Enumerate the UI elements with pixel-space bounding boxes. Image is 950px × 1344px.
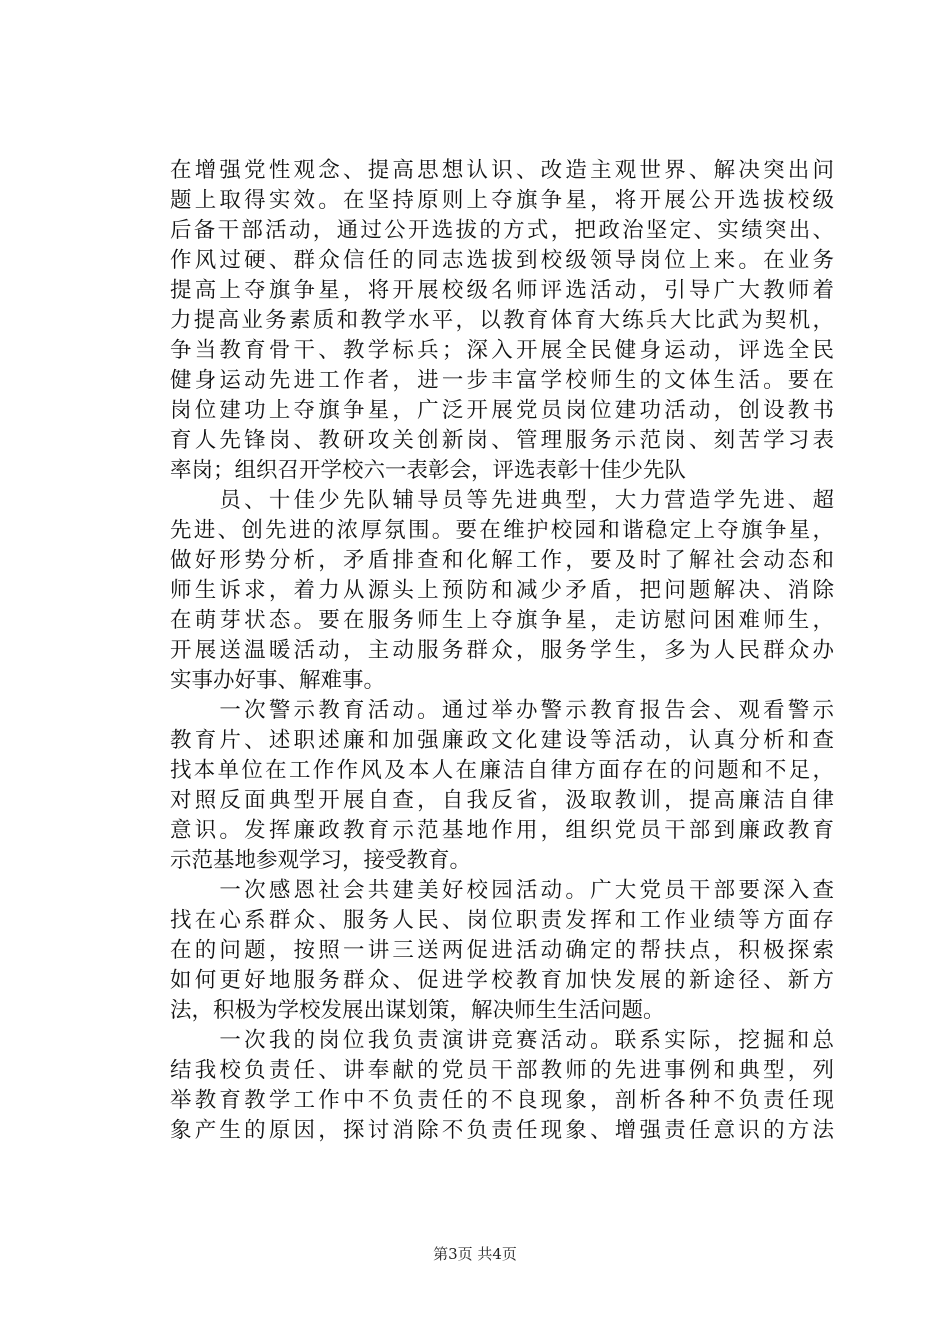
text-line: 在增强党性观念、提高思想认识、改造主观世界、解决突出问 bbox=[170, 158, 834, 183]
text-line: 如何更好地服务群众、促进学校教育加快发展的新途径、新方 bbox=[170, 968, 834, 993]
text-line: 找在心系群众、服务人民、岗位职责发挥和工作业绩等方面存 bbox=[170, 908, 834, 933]
text-line: 后备干部活动，通过公开选拔的方式，把政治坚定、实绩突出、 bbox=[170, 218, 834, 243]
text-line: 对照反面典型开展自查，自我反省，汲取教训，提高廉洁自律 bbox=[170, 788, 834, 813]
text-line: 力提高业务素质和教学水平，以教育体育大练兵大比武为契机， bbox=[170, 308, 834, 333]
text-line: 一次感恩社会共建美好校园活动。广大党员干部要深入查 bbox=[170, 878, 834, 903]
body-text bbox=[170, 156, 834, 1146]
page-number: 第3页 共4页 bbox=[433, 1245, 517, 1263]
text-line: 实事办好事、解难事。 bbox=[170, 668, 386, 693]
text-line: 率岗；组织召开学校六一表彰会，评选表彰十佳少先队 bbox=[170, 458, 687, 483]
text-line: 做好形势分析，矛盾排查和化解工作，要及时了解社会动态和 bbox=[170, 548, 834, 573]
text-line: 法，积极为学校发展出谋划策，解决师生生活问题。 bbox=[170, 998, 665, 1023]
text-line: 先进、创先进的浓厚氛围。要在维护校园和谐稳定上夺旗争星， bbox=[170, 518, 834, 543]
page-footer bbox=[0, 1244, 950, 1264]
text-line: 争当教育骨干、教学标兵；深入开展全民健身运动，评选全民 bbox=[170, 338, 834, 363]
text-line: 开展送温暖活动，主动服务群众，服务学生，多为人民群众办 bbox=[170, 638, 834, 663]
text-line: 结我校负责任、讲奉献的党员干部教师的先进事例和典型，列 bbox=[170, 1058, 834, 1083]
text-line: 象产生的原因，探讨消除不负责任现象、增强责任意识的方法 bbox=[170, 1118, 834, 1143]
text-line: 育人先锋岗、教研攻关创新岗、管理服务示范岗、刻苦学习表 bbox=[170, 428, 834, 453]
text-line: 举教育教学工作中不负责任的不良现象，剖析各种不负责任现 bbox=[170, 1088, 834, 1113]
text-line: 提高上夺旗争星，将开展校级名师评选活动，引导广大教师着 bbox=[170, 278, 834, 303]
text-line: 一次警示教育活动。通过举办警示教育报告会、观看警示 bbox=[170, 698, 834, 723]
text-line: 师生诉求，着力从源头上预防和减少矛盾，把问题解决、消除 bbox=[170, 578, 834, 603]
text-line: 岗位建功上夺旗争星，广泛开展党员岗位建功活动，创设教书 bbox=[170, 398, 834, 423]
text-line: 作风过硬、群众信任的同志选拔到校级领导岗位上来。在业务 bbox=[170, 248, 834, 273]
text-line: 健身运动先进工作者，进一步丰富学校师生的文体生活。要在 bbox=[170, 368, 834, 393]
text-line: 教育片、述职述廉和加强廉政文化建设等活动，认真分析和查 bbox=[170, 728, 834, 753]
text-line: 意识。发挥廉政教育示范基地作用，组织党员干部到廉政教育 bbox=[170, 818, 834, 843]
text-line: 找本单位在工作作风及本人在廉洁自律方面存在的问题和不足， bbox=[170, 758, 834, 783]
text-line: 示范基地参观学习，接受教育。 bbox=[170, 848, 472, 873]
text-line: 员、十佳少先队辅导员等先进典型，大力营造学先进、超 bbox=[170, 488, 834, 513]
text-line: 一次我的岗位我负责演讲竞赛活动。联系实际，挖掘和总 bbox=[170, 1028, 834, 1053]
text-line: 在的问题，按照一讲三送两促进活动确定的帮扶点，积极探索 bbox=[170, 938, 834, 963]
text-line: 题上取得实效。在坚持原则上夺旗争星，将开展公开选拔校级 bbox=[170, 188, 834, 213]
text-line: 在萌芽状态。要在服务师生上夺旗争星，走访慰问困难师生， bbox=[170, 608, 834, 633]
